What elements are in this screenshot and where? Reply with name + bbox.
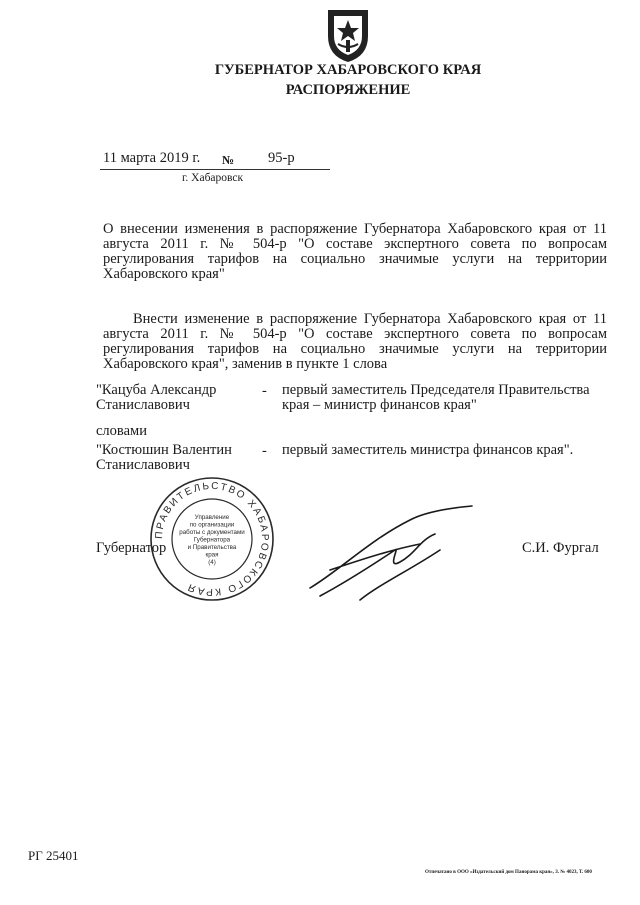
issuer-title: ГУБЕРНАТОР ХАБАРОВСКОГО КРАЯ <box>214 62 482 78</box>
old-name-line1: "Кацуба Александр <box>96 382 217 398</box>
document-date: 11 марта 2019 г. <box>103 150 201 166</box>
new-name <box>96 443 256 473</box>
old-entry-dash: - <box>262 383 267 399</box>
handwritten-signature <box>300 500 480 610</box>
document-type: РАСПОРЯЖЕНИЕ <box>285 82 411 98</box>
printer-imprint: Отпечатано в ООО «Издательский дом Панорама края», З. № 4023, Т. 600 <box>425 870 592 875</box>
date-underline <box>100 169 330 170</box>
stamp-inner-line: Управление <box>194 514 230 521</box>
document-subject: О внесении изменения в распоряжение Губернатора Хабаровского края от 11 августа 2011 г. № 504-р "О составе экспертного совета по вопросам регулирования тарифов на социально значимые услуги на территории Хабаровского края" <box>103 221 607 282</box>
city-label: г. Хабаровск <box>182 172 244 184</box>
signatory-name: С.И. Фургал <box>522 540 599 556</box>
document-body: Внести изменение в распоряжение Губернатора Хабаровского края от 11 августа 2011 г. № 504-р "О составе экспертного совета по вопросам регулирования тарифов на социально значимые услуги на территории Хабаровского края", заменив в пункте 1 слова <box>103 311 607 372</box>
stamp-inner-line: работы с документами <box>179 529 245 536</box>
stamp-inner-line: и Правительства <box>187 544 237 551</box>
new-name-line1: "Костюшин Валентин <box>96 442 232 458</box>
document-number: 95-р <box>268 150 295 166</box>
old-position: первый заместитель Председателя Правительства края – министр финансов края" <box>282 382 590 413</box>
stamp-inner-line: края <box>205 551 219 559</box>
replacement-words: словами <box>96 423 147 439</box>
official-stamp <box>148 475 276 603</box>
old-name-line2: Станиславович <box>96 397 190 413</box>
registration-code: РГ 25401 <box>28 848 79 863</box>
old-name <box>96 383 256 413</box>
stamp-inner-line: (4) <box>208 559 216 566</box>
number-sign: № <box>222 153 235 167</box>
new-entry-dash: - <box>262 443 267 459</box>
coat-of-arms-emblem <box>322 6 374 64</box>
new-position: первый заместитель министра финансов края". <box>282 442 574 458</box>
stamp-inner-line: по организации <box>189 521 235 529</box>
stamp-inner-line: Губернатора <box>193 536 231 544</box>
stamp-ring-text: ПРАВИТЕЛЬСТВО ХАБАРОВСКОГО КРАЯ <box>153 480 271 598</box>
signatory-title: Губернатор <box>96 540 167 556</box>
new-name-line2: Станиславович <box>96 457 190 473</box>
